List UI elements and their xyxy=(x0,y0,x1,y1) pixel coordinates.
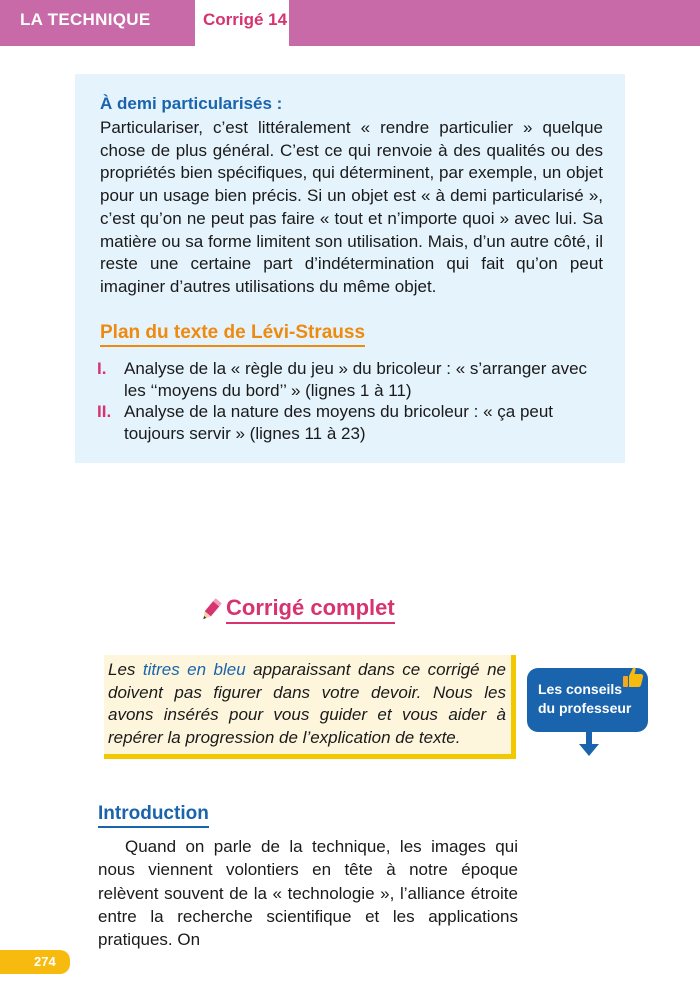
header-bar xyxy=(0,0,700,46)
note-text-end: apparaissant dans ce corrigé ne doivent pas figurer dans votre devoir. Nous les avons insérés pour vous guider et vous aider à repérer la progression de l’explication de texte. xyxy=(108,660,506,748)
arrow-down-icon xyxy=(578,732,600,758)
thumbs-up-icon xyxy=(621,665,645,689)
header-section-title: LA TECHNIQUE xyxy=(20,10,151,29)
plan-title: Plan du texte de Lévi-Strauss xyxy=(100,322,365,347)
plan-item-number: I. xyxy=(97,359,107,378)
plan-item-text: Analyse de la nature des moyens du bricoleur : « ça peut toujours servir » (lignes 11 à 23) xyxy=(124,402,554,443)
definition-box xyxy=(75,74,625,463)
plan-item xyxy=(97,358,607,401)
header-tab-corrige: Corrigé 14 xyxy=(195,0,289,46)
note-text-start: Les xyxy=(108,660,143,679)
conseils-badge xyxy=(527,668,648,732)
teacher-note xyxy=(104,655,516,759)
conseils-line-2: du professeur xyxy=(538,700,632,716)
introduction-title: Introduction xyxy=(98,803,209,828)
note-highlight: titres en bleu xyxy=(142,660,246,679)
corrige-title: Corrigé complet xyxy=(226,595,395,624)
definition-title: À demi particularisés : xyxy=(100,94,283,113)
plan-item-number: II. xyxy=(97,402,112,421)
page-number: 274 xyxy=(0,950,70,974)
pencil-icon xyxy=(198,597,224,623)
plan-item xyxy=(97,401,607,444)
conseils-line-1: Les conseils xyxy=(538,681,623,697)
plan-item-text: Analyse de la « règle du jeu » du bricoleur : « s’arranger avec les ‘‘moyens du bord’’ » (lignes 1 à 11) xyxy=(124,359,588,400)
definition-text: Particulariser, c’est littéralement « rendre particulier » quelque chose de plus général. C’est ce qui renvoie à des qualités ou des propriétés bien spécifiques, qui déterminent, par exemple, un objet pour un usage bien précis. Si un objet est « à demi particularisé », c’est qu’on ne peut pas faire « tout et n’importe quoi » avec lui. Sa matière ou sa forme limitent son utilisation. Mais, d’un autre côté, il reste une certaine part d’indétermination qui fait qu’on peut imaginer d’autres utilisations du même objet. xyxy=(100,118,603,296)
introduction-text: Quand on parle de la technique, les images qui nous viennent volontiers en tête à notre époque relèvent souvent de la « technologie », l’alliance étroite entre la recherche scientifique et les applications pratiques. On xyxy=(98,837,518,950)
